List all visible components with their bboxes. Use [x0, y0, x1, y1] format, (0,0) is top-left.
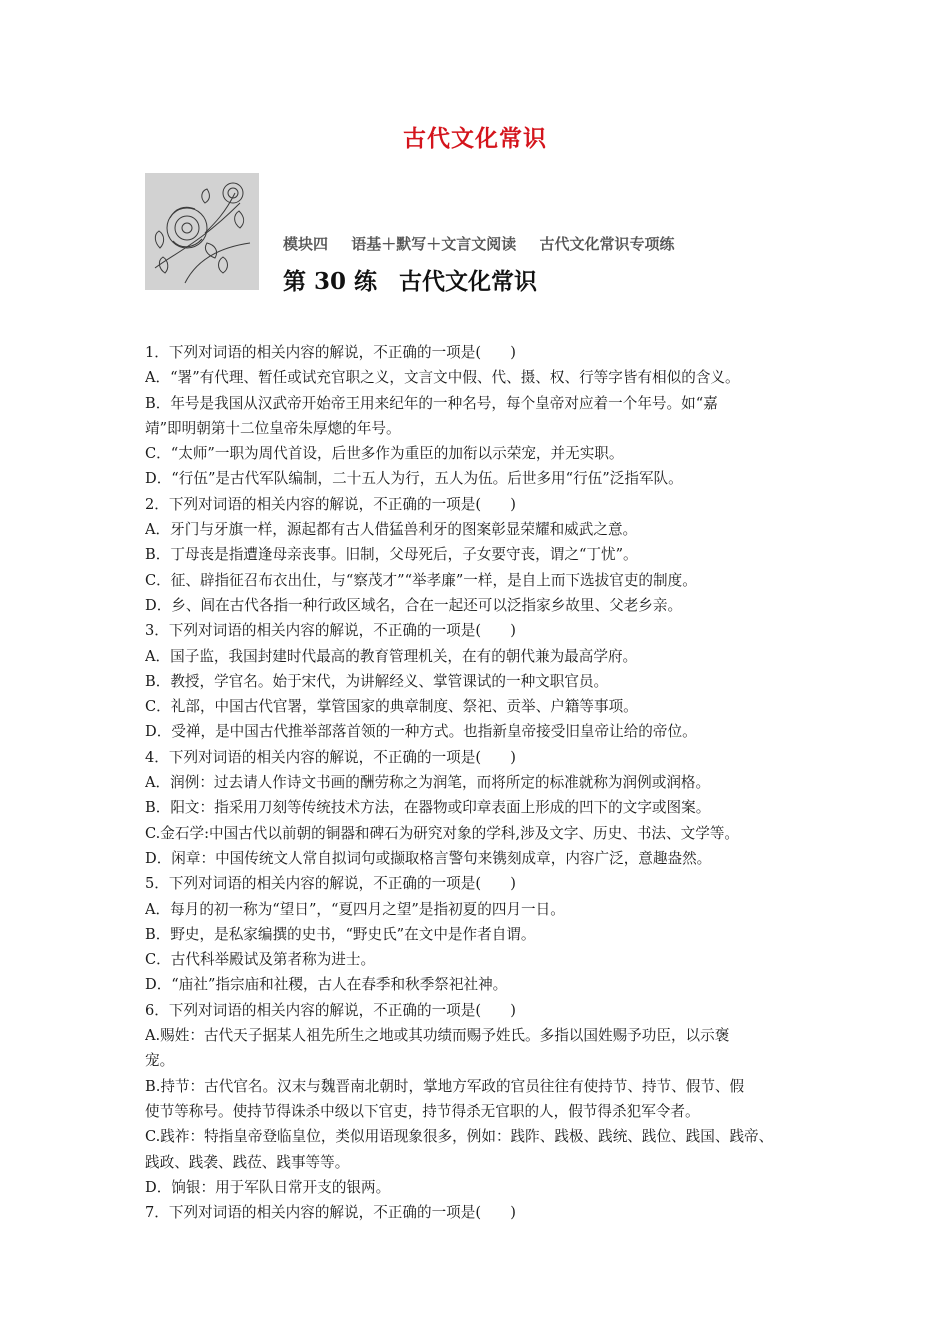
option-line: B．阳文：指采用刀刻等传统技术方法，在器物或印章表面上形成的凹下的文字或图案。	[145, 799, 711, 817]
option-line: C．礼部，中国古代官署，掌管国家的典章制度、祭祀、贡举、户籍等事项。	[145, 698, 638, 716]
option-line: D．受禅，是中国古代推举部落首领的一种方式。也指新皇帝接受旧皇帝让给的帝位。	[145, 723, 697, 741]
lesson-number: 第 30 练	[283, 268, 378, 295]
question-stem: 1．下列对词语的相关内容的解说，不正确的一项是( )	[145, 344, 516, 361]
option-line: C．“太师”一职为周代首设，后世多作为重臣的加衔以示荣宠，并无实职。	[145, 445, 624, 463]
exercise-body	[145, 340, 815, 1225]
question-stem: 7．下列对词语的相关内容的解说，不正确的一项是( )	[145, 1204, 516, 1222]
option-line: 靖”即明朝第十二位皇帝朱厚熜的年号。	[145, 419, 401, 437]
module-name: 模块四	[283, 235, 329, 253]
option-line: D．乡、闾在古代各指一种行政区域名，合在一起还可以泛指家乡故里、父老乡亲。	[145, 596, 683, 614]
option-line: C.金石学:中国古代以前朝的铜器和碑石为研究对象的学科,涉及文字、历史、书法、文学等。	[145, 824, 740, 842]
question-stem: 5．下列对词语的相关内容的解说，不正确的一项是( )	[145, 875, 516, 893]
question-stem: 4．下列对词语的相关内容的解说，不正确的一项是( )	[145, 748, 516, 766]
option-line: C．古代科举殿试及第者称为进士。	[145, 951, 376, 969]
option-line: D．饷银：用于军队日常开支的银两。	[145, 1178, 391, 1196]
module-topic: 语基＋默写＋文言文阅读	[351, 235, 517, 253]
option-line: A.赐姓：古代天子据某人祖先所生之地或其功绩而赐予姓氏。多指以国姓赐予功臣，以示褒	[145, 1027, 730, 1045]
option-line: 践政、践袭、践莅、践事等等。	[145, 1153, 350, 1171]
question-stem: 3．下列对词语的相关内容的解说，不正确的一项是( )	[145, 622, 516, 640]
option-line: B．教授，学官名。始于宋代，为讲解经义、掌管课试的一种文职官员。	[145, 672, 609, 690]
lesson-heading	[283, 263, 537, 296]
lesson-name: 古代文化常识	[399, 268, 538, 295]
option-line: B.持节：古代官名。汉末与魏晋南北朝时，掌地方军政的官员往往有使持节、持节、假节、假	[145, 1077, 745, 1095]
question-stem: 6．下列对词语的相关内容的解说，不正确的一项是( )	[145, 1001, 516, 1019]
module-line	[283, 233, 693, 254]
option-line: C.践祚：特指皇帝登临皇位，类似用语现象很多，例如：践阼、践极、践统、践位、践国、践帝、	[145, 1128, 774, 1146]
option-line: 宠。	[145, 1052, 175, 1070]
option-line: D．“庙社”指宗庙和社稷，古人在春季和秋季祭祀社神。	[145, 976, 508, 994]
option-line: A．润例：过去请人作诗文书画的酬劳称之为润笔，而将所定的标准就称为润例或润格。	[145, 774, 711, 792]
question-stem: 2．下列对词语的相关内容的解说，不正确的一项是( )	[145, 495, 516, 513]
option-line: A．每月的初一称为“望日”，“夏四月之望”是指初夏的四月一日。	[145, 900, 565, 918]
option-line: B．年号是我国从汉武帝开始帝王用来纪年的一种名号，每个皇帝对应着一个年号。如“嘉	[145, 394, 718, 412]
document-title: 古代文化常识	[403, 125, 547, 152]
option-line: B．野史，是私家编撰的史书，“野史氏”在文中是作者自谓。	[145, 925, 536, 943]
option-line: C．征、辟指征召布衣出仕，与“察茂才”“举孝廉”一样，是自上而下选拔官吏的制度。	[145, 571, 697, 589]
option-line: D．“行伍”是古代军队编制，二十五人为行，五人为伍。后世多用“行伍”泛指军队。	[145, 470, 683, 488]
peony-illustration	[145, 173, 259, 290]
option-line: A．牙门与牙旗一样，源起都有古人借猛兽利牙的图案彰显荣耀和威武之意。	[145, 521, 638, 539]
option-line: A．“署”有代理、暂任或试充官职之义，文言文中假、代、摄、权、行等字皆有相似的含义。	[145, 369, 740, 387]
peony-drawing	[145, 173, 259, 290]
option-line: D．闲章：中国传统文人常自拟词句或撷取格言警句来镌刻成章，内容广泛，意趣盎然。	[145, 849, 712, 867]
option-line: 使节等称号。使持节得诛杀中级以下官吏，持节得杀无官职的人，假节得杀犯军令者。	[145, 1102, 700, 1120]
option-line: B．丁母丧是指遭逢母亲丧事。旧制，父母死后，子女要守丧，谓之“丁忧”。	[145, 546, 638, 564]
option-line: A．国子监，我国封建时代最高的教育管理机关，在有的朝代兼为最高学府。	[145, 647, 638, 665]
module-practice: 古代文化常识专项练	[539, 235, 675, 253]
